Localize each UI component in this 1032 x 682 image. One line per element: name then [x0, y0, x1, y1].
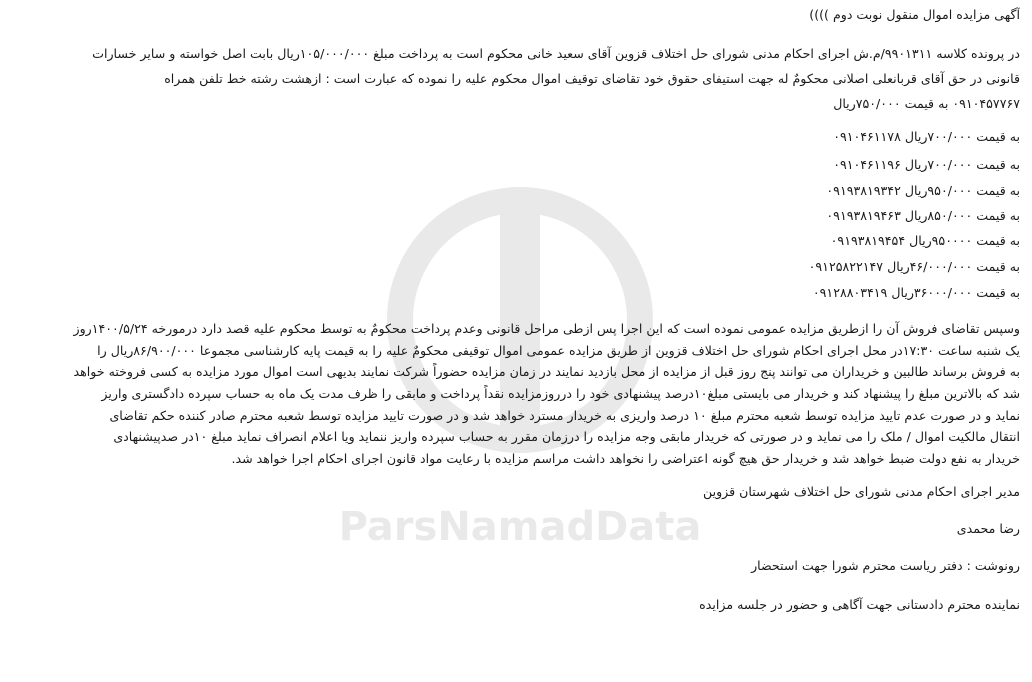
body-line-2: یک شنبه ساعت ۱۷:۳۰در محل اجرای احکام شورای حل اختلاف قزوین از طریق مزایده عمومی اموال توقیفی محکومٌ علیه را به قیمت پایه کارشناسی مجموعا ۸۶/۹۰۰/۰۰۰ریال را	[97, 343, 1020, 358]
notice-title: آگهی مزایده اموال منقول نوبت دوم ))))	[809, 7, 1020, 22]
body-line-1: وسپس تقاضای فروش آن را ازطریق مزایده عمومی نموده است که این اجرا پس ازطی مراحل قانونی وعدم پرداخت محکومٌ به توسط محکوم علیه قصد دارد درمورخه ۱۴۰۰/۵/۲۴روز	[73, 321, 1020, 336]
body-line-7: خریدار به نفع دولت ضبط خواهد شد و خریدار حق هیچ گونه اعتراضی را نخواهد داشت مراسم مزایده با رعایت مواد قانون اجرای احکام اجرا خواهد شد.	[231, 451, 1020, 466]
cc-line-2: نماینده محترم دادستانی جهت آگاهی و حضور در جلسه مزایده	[699, 597, 1020, 612]
body-line-5: نماید و در صورت عدم تایید مزایده توسط شعبه محترم مبلغ ۱۰ درصد واریزی به خریدار مسترد خواهد شد و در صورت تایید مزایده توسط شعبه محترم صادر کننده حکم تقاضای	[109, 408, 1020, 423]
phone-line-item: به قیمت ۸۵۰/۰۰۰ریال ۰۹۱۹۳۸۱۹۴۶۳	[826, 208, 1020, 223]
signature-title: مدیر اجرای احکام مدنی شورای حل اختلاف شهرستان قزوین	[702, 484, 1020, 499]
phone-line-item: به قیمت ۷۰۰/۰۰۰ریال ۰۹۱۰۴۶۱۱۷۸	[833, 129, 1020, 144]
watermark-text: ParsNamadData	[338, 504, 702, 550]
body-line-4: شد که بالاترین مبلغ را پیشنهاد کند و خریدار می بایستی مبلغ۱۰درصد پیشنهادی خود را درروزمزایده نقداً پرداخت و مابقی را ظرف مدت یک ماه به حساب سپرده دادگستری واریز	[101, 386, 1020, 401]
intro-line-3: ۰۹۱۰۴۵۷۷۶۷ به قیمت ۷۵۰/۰۰۰ریال	[833, 96, 1020, 111]
signature-name: رضا محمدی	[956, 521, 1020, 536]
cc-line-1: رونوشت : دفتر ریاست محترم شورا جهت استحضار	[751, 558, 1020, 573]
phone-line-item: به قیمت ۴۶/۰۰۰/۰۰۰ریال ۰۹۱۲۵۸۲۲۱۴۷	[808, 259, 1020, 274]
body-line-3: به فروش برساند طالبین و خریداران می توانند پنج روز قبل از مزایده از محل بازدید نمایند در زمان مزایده حضوراً شرکت نمایند بدیهی است اموال مورد مزایده به کسی فروخته خواهد	[73, 364, 1020, 379]
phone-line-item: به قیمت ۷۰۰/۰۰۰ریال ۰۹۱۰۴۶۱۱۹۶	[833, 157, 1020, 172]
phone-line-item: به قیمت ۹۵۰۰۰۰ریال ۰۹۱۹۳۸۱۹۴۵۴	[830, 233, 1020, 248]
phone-line-item: به قیمت ۳۶۰۰۰/۰۰۰ریال ۰۹۱۲۸۸۰۳۴۱۹	[812, 285, 1020, 300]
body-line-6: انتقال مالکیت اموال / ملک را می نماید و در صورتی که خریدار مابقی وجه مزایده را درزمان مقرر به حساب سپرده واریز ننماید ویا اعلام انصراف نماید مبلغ ۱۰در صدپیشنهادی	[113, 429, 1020, 444]
phone-line-item: به قیمت ۹۵۰/۰۰۰ریال ۰۹۱۹۳۸۱۹۳۴۲	[826, 183, 1020, 198]
intro-line-2: قانونی در حق آقای قربانعلی اصلانی محکومٌ له جهت استیفای حقوق خود تقاضای توقیف اموال محکوم علیه را نموده که عبارت است : ازهشت رشته خط تلفن همراه	[164, 71, 1020, 86]
intro-line-1: در پرونده کلاسه ۹۹۰۱۳۱۱/م.ش اجرای احکام مدنی شورای حل اختلاف قزوین آقای سعید خانی محکوم است به پرداخت مبلغ ۱۰۵/۰۰۰/۰۰۰ریال بابت اصل خواسته و سایر خسارات	[92, 46, 1020, 61]
